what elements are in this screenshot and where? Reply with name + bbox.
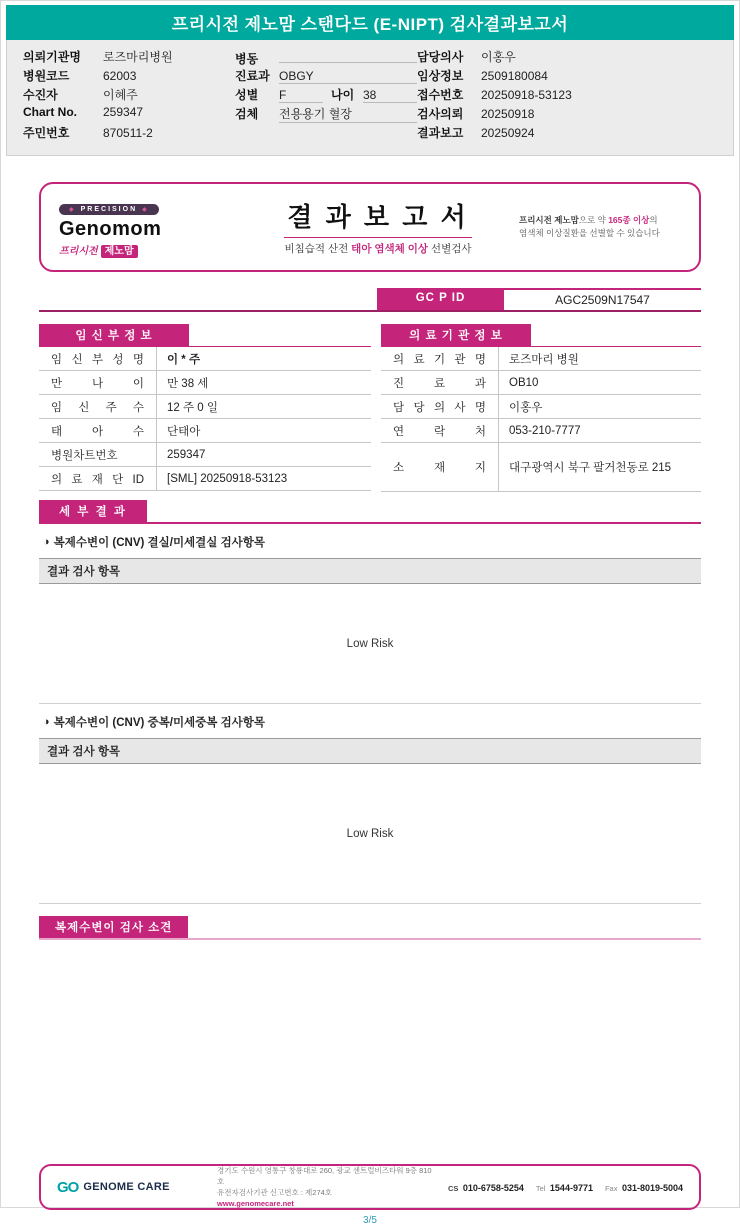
field-value: 전용용기 혈장: [279, 105, 417, 123]
cnv-deletion-result: Low Risk: [39, 584, 701, 704]
field-label: 의뢰기관명: [23, 50, 81, 64]
row-value: 로즈마리 병원: [509, 353, 579, 366]
field-value: 870511-2: [103, 126, 153, 140]
footer-cs: CS 010-6758-5254: [447, 1183, 524, 1193]
field-label: 검사의뢰: [417, 107, 464, 121]
half-circle-icon: ◑: [43, 716, 50, 728]
brand-name: Genomom: [59, 217, 162, 240]
table-row: [39, 443, 371, 467]
row-value: 259347: [167, 448, 206, 461]
note-brand: 프리시전 제노맘: [519, 214, 579, 225]
row-label: 진 료 과: [381, 371, 499, 394]
table-row: [381, 443, 701, 492]
report-header-card: [39, 182, 701, 272]
cnv-deletion-heading: [39, 534, 701, 550]
field-value: 259347: [103, 105, 144, 119]
footer-contacts: [448, 1178, 683, 1196]
report-title: 결 과 보 고 서: [287, 202, 469, 232]
row-value: 단태아: [167, 425, 201, 438]
row-label: 소 재 지: [381, 443, 499, 491]
footer-address: [217, 1165, 436, 1210]
cnv-findings-section-bar: [39, 916, 701, 940]
table-row: [39, 467, 371, 491]
field-label: 검체: [235, 107, 259, 121]
field-label: 병동: [235, 52, 259, 66]
row-value: 대구광역시 북구 팔거천동로 215: [509, 462, 672, 474]
subtitle-accent: 태아 염색체 이상: [351, 243, 429, 255]
row-label: 임 신 주 수: [39, 395, 157, 418]
diamond-icon: ◆: [142, 206, 149, 213]
genome-care-logo-icon: GO: [57, 1178, 79, 1196]
field-label: 주민번호: [23, 126, 70, 140]
table-row: [381, 347, 701, 371]
genome-care-logo: [57, 1179, 205, 1196]
info-column-requester: [23, 48, 235, 143]
info-row: [23, 105, 235, 124]
note-line-1: 프리시전 제노맘으로 약 165종 이상의: [519, 214, 658, 225]
info-row: [235, 67, 417, 86]
field-value: 이혜주: [103, 88, 138, 102]
brand-sub-precision: 프리시전: [59, 245, 98, 257]
info-row: [23, 86, 235, 105]
row-label: 연 락 처: [381, 419, 499, 442]
footer-address-line1: 경기도 수원시 영통구 창룡대로 260, 광교 센트럴비즈타워 9층 810호: [217, 1165, 432, 1186]
table-row: [381, 371, 701, 395]
footer-fax: Fax 031-8019-5004: [604, 1183, 683, 1193]
maternal-info-title: 임 신 부 정 보: [39, 324, 189, 346]
info-row: [23, 124, 235, 143]
diamond-icon: ◆: [69, 206, 76, 213]
genome-care-logo-text: GENOME CARE: [83, 1181, 170, 1193]
report-title-banner: 프리시전 제노맘 스탠다드 (E-NIPT) 검사결과보고서: [6, 5, 734, 40]
report-body: [1, 182, 739, 1226]
findings-empty-area: [39, 940, 701, 1164]
info-row: [417, 48, 717, 67]
subtitle-plain: 비침습적 산전: [284, 243, 352, 255]
table-row: [381, 395, 701, 419]
info-column-clinic: [235, 48, 417, 143]
report-note: [519, 214, 681, 240]
half-circle-icon: ◑: [43, 536, 50, 548]
field-label: 성별: [235, 88, 259, 102]
note-line-2: 염색체 이상질환을 선별할 수 있습니다: [519, 228, 660, 238]
footer-address-line2: 유전자검사기관 신고번호 : 제274호: [217, 1188, 333, 1197]
row-label: 담 당 의 사 명: [381, 395, 499, 418]
cnv-duplication-result: Low Risk: [39, 764, 701, 904]
table-row: [39, 347, 371, 371]
field-label: 진료과: [235, 69, 270, 83]
info-row: [23, 67, 235, 86]
row-label: 병원차트번호: [39, 443, 157, 466]
gc-pid-value: AGC2509N17547: [504, 288, 701, 310]
precision-badge: [59, 204, 159, 215]
result-items-header: 결과 검사 항목: [39, 558, 701, 584]
cnv-deletion-heading-text: 복제수변이 (CNV) 결실/미세결실 검사항목: [53, 537, 266, 549]
genomom-logo: [59, 198, 237, 257]
field-value: 62003: [103, 69, 137, 83]
field-value: 38: [363, 88, 417, 103]
precision-badge-label: PRECISION: [80, 205, 138, 213]
info-tables: [39, 324, 701, 492]
gc-pid-row: [39, 288, 701, 312]
footer-tel: Tel 1544-9771: [535, 1183, 593, 1193]
info-row: [235, 48, 417, 67]
field-label: 병원코드: [23, 69, 70, 83]
info-row-sex-age: [235, 86, 417, 105]
info-row: [417, 67, 717, 86]
brand-sub-genomom: 제노맘: [101, 245, 138, 258]
gc-pid-label: GC P ID: [377, 288, 504, 310]
detail-results-section-bar: [39, 500, 701, 524]
info-row: [417, 124, 717, 143]
info-row: [417, 86, 717, 105]
report-title-block: [237, 197, 519, 257]
field-label: 임상정보: [417, 69, 464, 83]
row-label: 태 아 수: [39, 419, 157, 442]
field-label: 접수번호: [417, 88, 464, 102]
table-row: [39, 371, 371, 395]
maternal-info-table: [39, 324, 371, 492]
result-items-header: 결과 검사 항목: [39, 738, 701, 764]
info-row: [417, 105, 717, 124]
field-value: 2509180084: [481, 69, 548, 83]
page-number: 3/5: [363, 1215, 377, 1226]
field-value: 이홍우: [481, 50, 516, 64]
field-value: 로즈마리병원: [103, 50, 173, 64]
note-accent: 165종 이상: [608, 214, 650, 225]
field-label: 결과보고: [417, 126, 464, 140]
field-value: OBGY: [279, 69, 417, 84]
brand-subtitle: [59, 242, 237, 257]
info-column-order: [417, 48, 717, 143]
report-subtitle: [284, 237, 471, 256]
row-value: [SML] 20250918-53123: [167, 472, 288, 485]
row-value: 만 38 세: [167, 377, 209, 390]
row-value: 이홍우: [509, 401, 543, 414]
table-row: [381, 419, 701, 443]
footer-website: www.genomecare.net: [217, 1199, 294, 1209]
row-value: 12 주 0 일: [167, 401, 218, 414]
institution-info-title: 의 료 기 관 정 보: [381, 324, 531, 346]
info-row: [23, 48, 235, 67]
field-value: [279, 48, 417, 63]
institution-info-table: [381, 324, 701, 492]
row-value: 053-210-7777: [509, 424, 581, 437]
row-label: 의 료 재 단 ID: [39, 467, 157, 490]
field-label: Chart No.: [23, 105, 77, 119]
field-value: F: [279, 88, 323, 103]
field-value: 20250918-53123: [481, 88, 572, 102]
field-label: 담당의사: [417, 50, 464, 64]
table-row: [39, 419, 371, 443]
cnv-findings-title: 복제수변이 검사 소견: [39, 916, 188, 938]
footer-card: [39, 1164, 701, 1210]
cnv-duplication-heading-text: 복제수변이 (CNV) 중복/미세중복 검사항목: [53, 717, 266, 729]
table-row: [39, 395, 371, 419]
field-label: 나이: [331, 88, 355, 102]
row-value: 이 * 주: [167, 353, 201, 366]
info-row: [235, 105, 417, 124]
field-value: 20250918: [481, 107, 535, 121]
patient-info-header: [6, 40, 734, 156]
row-label: 만 나 이: [39, 371, 157, 394]
row-label: 의 료 기 관 명: [381, 347, 499, 370]
field-value: 20250924: [481, 126, 535, 140]
detail-results-title: 세 부 결 과: [39, 500, 147, 522]
row-label: 임 신 부 성 명: [39, 347, 157, 370]
row-value: OB10: [509, 376, 539, 389]
cnv-duplication-heading: [39, 714, 701, 730]
subtitle-tail: 선별검사: [428, 243, 472, 255]
field-label: 수진자: [23, 88, 58, 102]
